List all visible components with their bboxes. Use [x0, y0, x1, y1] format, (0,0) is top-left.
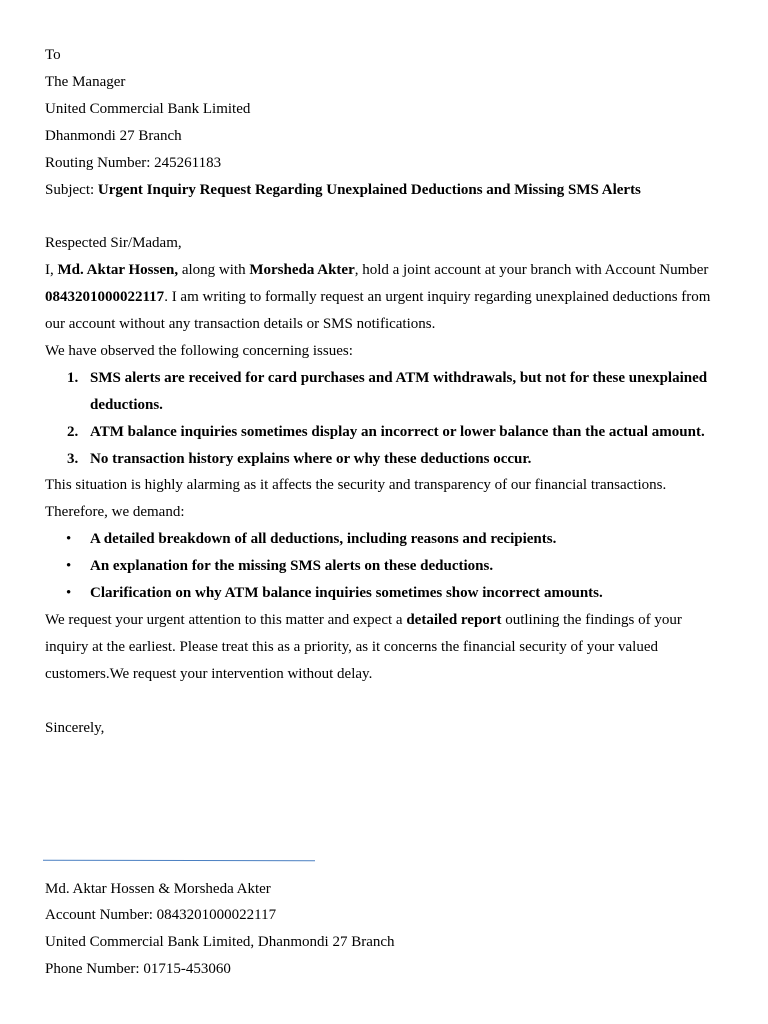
account-number: 0843201000022117: [45, 289, 165, 306]
list-item: [45, 446, 725, 473]
intro-text-2: along with: [178, 262, 250, 279]
subject-line: [45, 177, 725, 204]
issue-text: SMS alerts are received for card purchases and ATM withdrawals, but not for these unexplained deductions.: [90, 369, 708, 413]
list-number: 2.: [67, 423, 79, 440]
recipient-title: The Manager: [45, 73, 126, 90]
spacer: [45, 688, 725, 715]
bullet-icon: •: [66, 558, 72, 575]
subject-text: Urgent Inquiry Request Regarding Unexplained Deductions and Missing SMS Alerts: [97, 181, 641, 198]
demand-intro: Therefore, we demand:: [45, 504, 185, 521]
intro-paragraph: [45, 257, 725, 338]
bullet-icon: •: [66, 531, 72, 548]
bullet-icon: •: [66, 585, 72, 602]
observed-intro: We have observed the following concerning issues:: [45, 342, 353, 359]
list-item: [45, 419, 725, 446]
recipient-branch: Dhanmondi 27 Branch: [45, 127, 182, 144]
list-item: [45, 365, 725, 419]
signature-area: [45, 742, 725, 876]
closing-emphasis: detailed report: [406, 612, 502, 629]
signatory-account: Account Number: 0843201000022117: [45, 907, 277, 924]
list-number: 3.: [67, 450, 79, 467]
salutation: Respected Sir/Madam,: [45, 235, 182, 252]
recipient-bank: United Commercial Bank Limited: [45, 100, 251, 117]
signature-block: [45, 876, 725, 984]
intro-text-4: . I am writing to formally request an urgent inquiry regarding unexplained deductions from our account without any transaction details or SMS notifications.: [45, 289, 711, 333]
list-item: [45, 526, 725, 553]
routing-number: Routing Number: 245261183: [45, 154, 222, 171]
signatory-bank: United Commercial Bank Limited, Dhanmondi 27 Branch: [45, 934, 395, 951]
recipient-to: To: [45, 47, 61, 63]
subject-label: Subject:: [45, 181, 98, 198]
intro-text-3: , hold a joint account at your branch with Account Number: [354, 262, 709, 279]
closing-text-1: We request your urgent attention to this matter and expect a: [45, 612, 407, 629]
sign-off: Sincerely,: [45, 719, 105, 736]
intro-text-1: I,: [45, 262, 58, 279]
issue-text: ATM balance inquiries sometimes display an incorrect or lower balance than the actual amount.: [90, 423, 705, 440]
issues-list: [45, 365, 725, 473]
sender-name-1: Md. Aktar Hossen,: [57, 262, 179, 279]
closing-text-2: outlining the findings of your inquiry at the earliest. Please treat this as a priority, as it concerns the financial security of your valued customers.We request your intervention without delay.: [45, 612, 682, 682]
spacer: [45, 203, 725, 230]
list-number: 1.: [67, 369, 79, 386]
closing-paragraph: [45, 607, 725, 688]
signatory-phone: Phone Number: 01715-453060: [45, 961, 231, 978]
list-item: [45, 553, 725, 580]
list-item: [45, 580, 725, 607]
signature-line: [43, 859, 315, 860]
issue-text: No transaction history explains where or why these deductions occur.: [90, 450, 532, 467]
demand-text: Clarification on why ATM balance inquiries sometimes show incorrect amounts.: [90, 585, 603, 602]
demands-list: [45, 526, 725, 607]
demand-text: An explanation for the missing SMS alerts on these deductions.: [90, 558, 494, 575]
sender-name-2: Morsheda Akter: [249, 262, 355, 279]
signatory-names: Md. Aktar Hossen & Morsheda Akter: [45, 880, 271, 897]
demand-text: A detailed breakdown of all deductions, including reasons and recipients.: [90, 531, 557, 548]
letter-page: [45, 42, 725, 983]
situation-paragraph: This situation is highly alarming as it affects the security and transparency of our financial transactions.: [45, 477, 667, 494]
